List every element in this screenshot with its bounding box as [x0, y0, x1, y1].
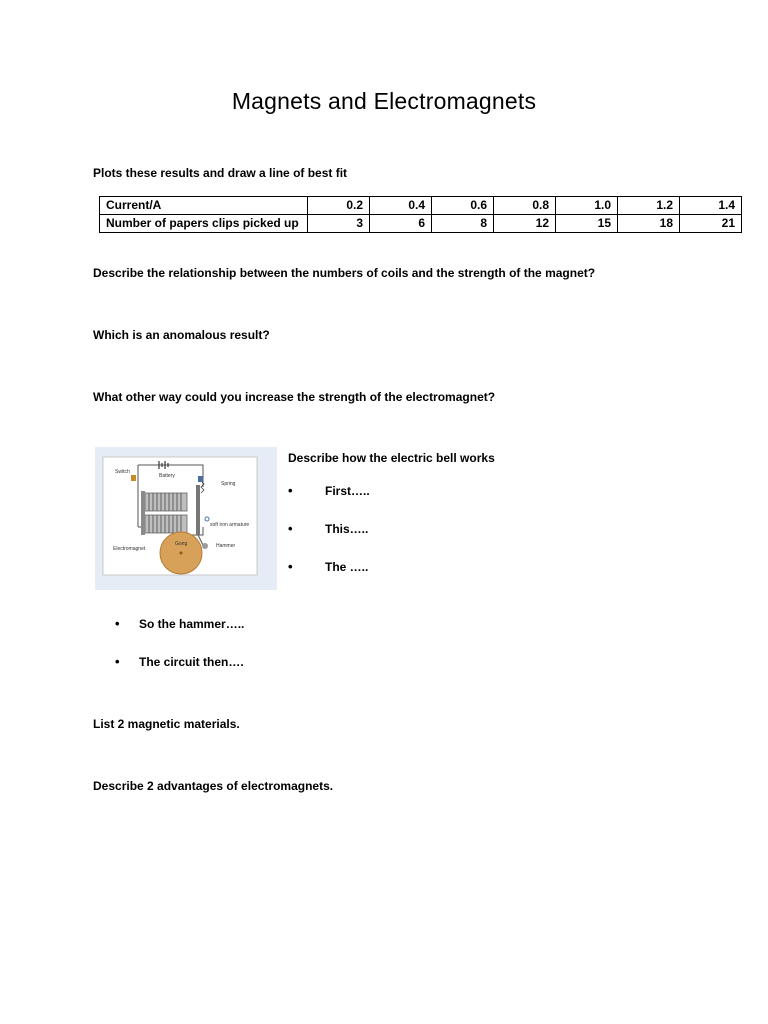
label-hammer: Hammer: [216, 543, 236, 549]
row-header-paper-clips: Number of papers clips picked up: [100, 215, 308, 233]
switch-icon: [131, 475, 136, 481]
table-row: [100, 215, 742, 233]
bullet-icon: •: [115, 654, 120, 669]
question-plot-results: Plots these results and draw a line of best fit: [93, 166, 348, 180]
bell-heading: Describe how the electric bell works: [288, 451, 495, 465]
row-header-current: Current/A: [100, 197, 308, 215]
table-row: [100, 197, 742, 215]
hammer-icon: [202, 543, 208, 549]
bullet-icon: •: [288, 559, 293, 574]
bullet-icon: •: [288, 521, 293, 536]
table-cell: 21: [680, 215, 742, 233]
table-cell: 1.2: [618, 197, 680, 215]
label-switch: Switch: [115, 469, 130, 475]
question-advantages: Describe 2 advantages of electromagnets.: [93, 779, 334, 793]
table-cell: 3: [308, 215, 370, 233]
bullet-icon: •: [115, 616, 120, 631]
armature-bar: [196, 485, 200, 535]
label-gong: Gong: [175, 541, 188, 547]
label-spring: Spring: [221, 481, 236, 487]
electric-bell-diagram: [95, 447, 277, 590]
table-cell: 0.8: [494, 197, 556, 215]
question-coils-relationship: Describe the relationship between the numbers of coils and the strength of the magnet?: [93, 266, 596, 280]
page-title: Magnets and Electromagnets: [231, 88, 537, 114]
table-cell: 15: [556, 215, 618, 233]
table-cell: 8: [432, 215, 494, 233]
contact-screw: [198, 476, 203, 482]
table-cell: 1.0: [556, 197, 618, 215]
results-table: [99, 196, 742, 233]
table-cell: 1.4: [680, 197, 742, 215]
label-armature: soft iron armature: [210, 522, 250, 528]
question-increase-strength: What other way could you increase the strength of the electromagnet?: [93, 390, 496, 404]
table-cell: 12: [494, 215, 556, 233]
label-battery: Battery: [159, 473, 175, 479]
table-cell: 18: [618, 215, 680, 233]
bullet-icon: •: [288, 483, 293, 498]
label-electromagnet: Electromagnet: [113, 546, 146, 552]
question-anomalous: Which is an anomalous result?: [93, 328, 270, 342]
table-cell: 0.2: [308, 197, 370, 215]
question-magnetic-materials: List 2 magnetic materials.: [93, 717, 240, 731]
table-cell: 6: [370, 215, 432, 233]
table-cell: 0.4: [370, 197, 432, 215]
table-cell: 0.6: [432, 197, 494, 215]
